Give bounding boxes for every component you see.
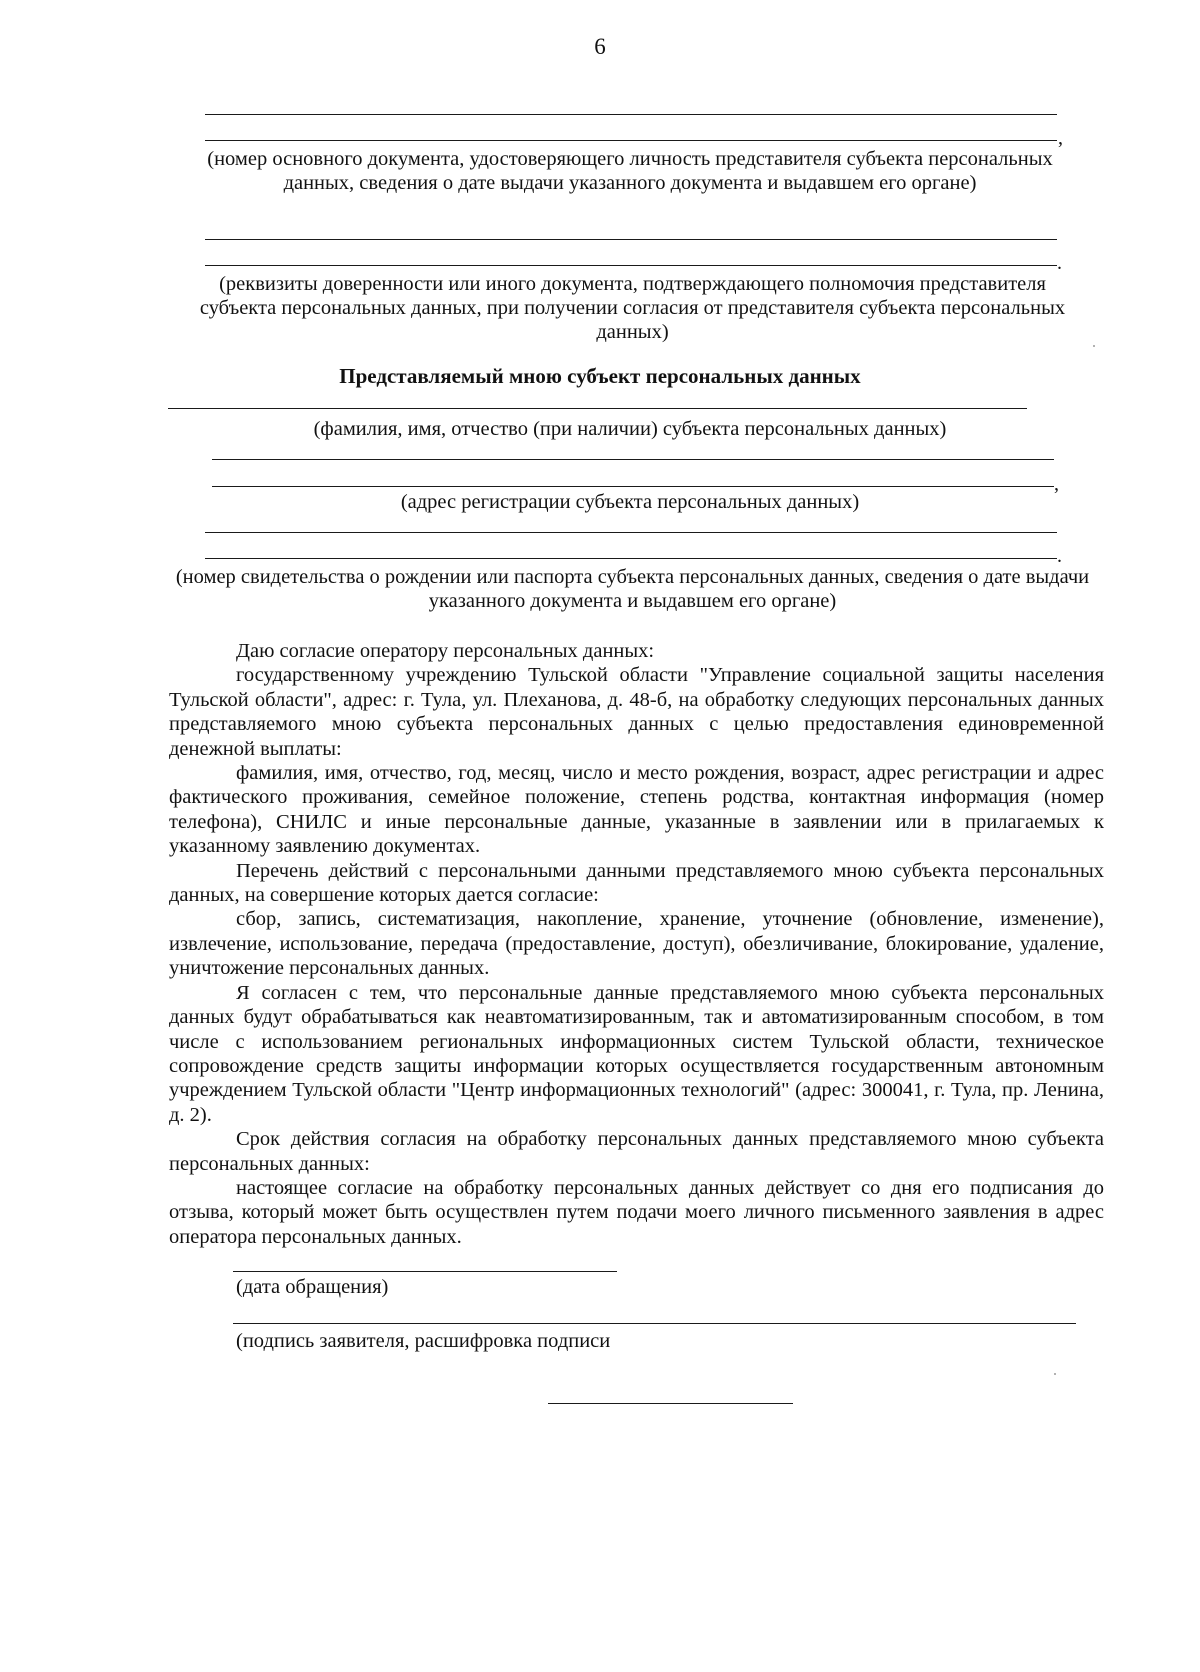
- subject-heading: Представляемый мною субъект персональных данных: [339, 364, 861, 388]
- rep-poa-line-1: [205, 239, 1057, 240]
- subject-address-caption: (адрес регистрации субъекта персональных данных): [400, 491, 860, 513]
- subject-name-line: [168, 408, 1027, 409]
- rep-document-line-2: [205, 140, 1057, 141]
- consent-paragraph-operator: Даю согласие оператору персональных данных:: [236, 640, 655, 662]
- consent-paragraph-data-list: фамилия, имя, отчество, год, месяц, число и место рождения, возраст, адрес регистрации и адрес фактического проживания, семейное положение, степень родства, контактная информация (номер телефона), СНИЛС и иные персональные данные, указанные в заявлении или в прилагаемых к указанному заявлению документах.: [169, 762, 1104, 858]
- consent-paragraph-institution: государственному учреждению Тульской области "Управление социальной защиты населения Тульской области", адрес: г. Тула, ул. Плеханова, д. 48-б, на обработку следующих персональных данных представляемого мною субъекта персональных данных с целью предоставления единовременной денежной выплаты:: [169, 664, 1104, 760]
- rep-document-caption: (номер основного документа, удостоверяющего личность представителя субъекта персональных данных, сведения о дате выдачи указанного документа и выдавшем его органе): [207, 148, 1053, 194]
- signature-caption: (подпись заявителя, расшифровка подписи: [236, 1330, 611, 1352]
- subject-document-line-period: .: [1057, 545, 1062, 567]
- end-separator-line: [548, 1403, 793, 1404]
- rep-document-line-comma: ,: [1058, 127, 1063, 149]
- signature-line: [233, 1323, 1076, 1324]
- rep-poa-caption: (реквизиты доверенности или иного документа, подтверждающего полномочия представителя субъекта персональных данных, при получении согласия от представителя субъекта персональных данных): [199, 273, 1066, 343]
- subject-document-caption: (номер свидетельства о рождении или паспорта субъекта персональных данных, сведения о дате выдачи указанного документа и выдавшем его органе): [175, 566, 1090, 612]
- rep-poa-line-period: .: [1057, 252, 1062, 274]
- subject-address-line-1: [212, 459, 1054, 460]
- consent-paragraph-actions-intro: Перечень действий с персональными данными представляемого мною субъекта персональных данных, на совершение которых дается согласие:: [169, 859, 1104, 907]
- subject-address-line-2: [212, 486, 1054, 487]
- subject-document-line-2: [205, 558, 1057, 559]
- scan-speck: [1054, 1373, 1056, 1375]
- consent-body: [169, 639, 1104, 1249]
- date-caption: (дата обращения): [236, 1276, 389, 1298]
- consent-paragraph-processing: Я согласен с тем, что персональные данные представляемого мною субъекта персональных данных будут обрабатываться как неавтоматизированным, так и автоматизированным способом, в том числе с использованием региональных информационных систем Тульской области, техническое сопровождение средств защиты информации которых осуществляется государственным автономным учреждением Тульской области "Центр информационных технологий" (адрес: 300041, г. Тула, пр. Ленина, д. 2).: [169, 981, 1104, 1126]
- subject-document-line-1: [205, 532, 1057, 533]
- subject-address-line-comma: ,: [1054, 473, 1059, 495]
- page-number: 6: [594, 34, 606, 59]
- date-line: [233, 1271, 617, 1272]
- rep-document-line-1: [205, 114, 1057, 115]
- subject-name-caption: (фамилия, имя, отчество (при наличии) субъекта персональных данных): [313, 418, 947, 440]
- consent-paragraph-actions-list: сбор, запись, систематизация, накопление, хранение, уточнение (обновление, изменение), извлечение, использование, передача (предоставление, доступ), обезличивание, блокирование, удаление, уничтожение персональных данных.: [169, 908, 1104, 980]
- consent-paragraph-term: настоящее согласие на обработку персональных данных действует со дня его подписания до отзыва, который может быть осуществлен путем подачи моего личного письменного заявления в адрес оператора персональных данных.: [169, 1176, 1104, 1248]
- rep-poa-line-2: [205, 265, 1057, 266]
- consent-paragraph-term-intro: Срок действия согласия на обработку персональных данных представляемого мною субъекта персональных данных:: [169, 1128, 1104, 1175]
- scan-speck: [1093, 345, 1095, 347]
